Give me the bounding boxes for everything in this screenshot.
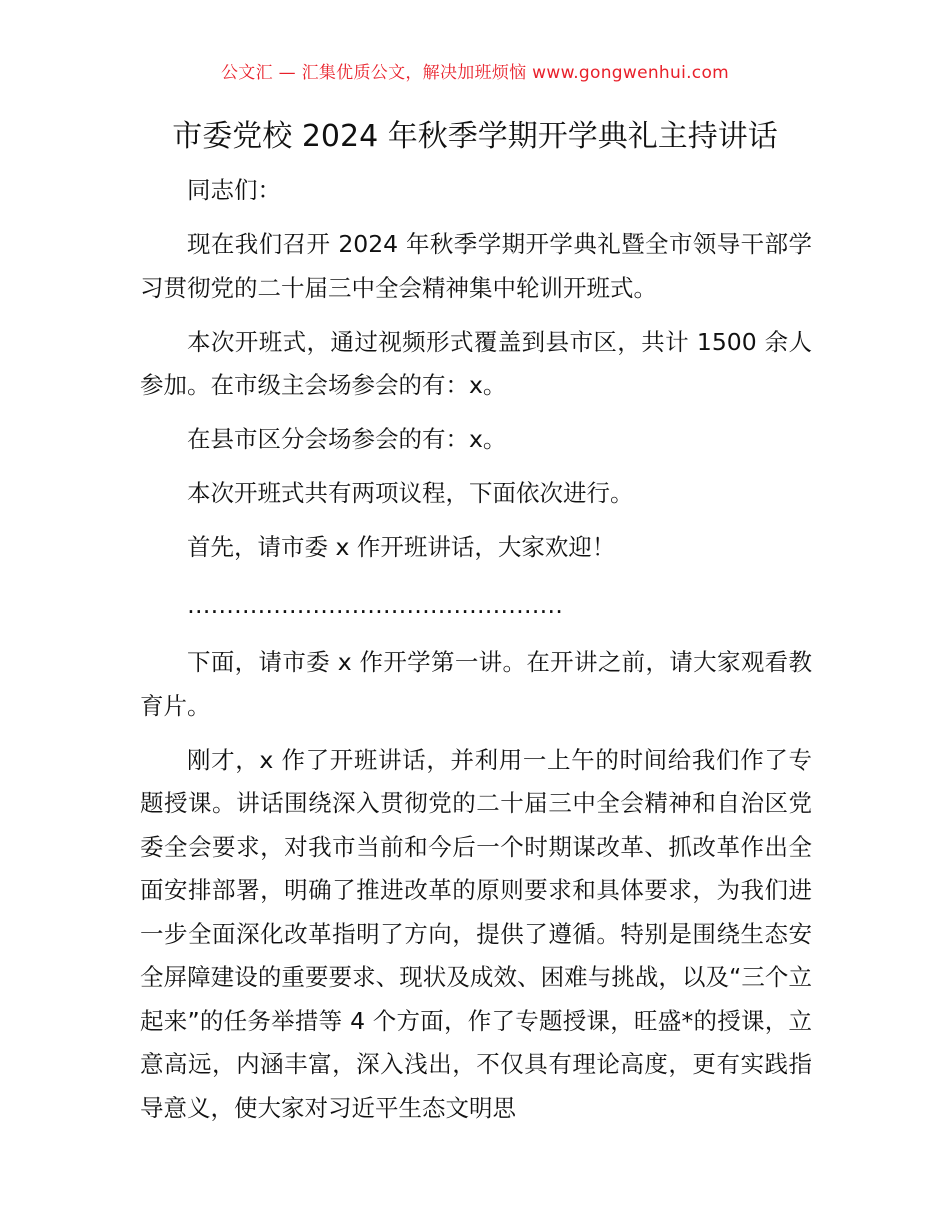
paragraph-opening: 现在我们召开 2024 年秋季学期开学典礼暨全市领导干部学习贯彻党的二十届三中全会精神集中轮训开班式。 xyxy=(140,230,812,302)
paragraph-salutation: 同志们： xyxy=(187,176,281,204)
paragraph-attendance: 本次开班式，通过视频形式覆盖到县市区，共计 1500 余人参加。在市级主会场参会的有：x。 xyxy=(140,327,812,399)
paragraph-first-lecture: 下面，请市委 x 作开学第一讲。在开讲之前，请大家观看教育片。 xyxy=(140,648,812,720)
paragraph-first-speech: 首先，请市委 x 作开班讲话，大家欢迎！ xyxy=(187,533,616,561)
ellipsis-separator: ………………………………………… xyxy=(187,590,563,619)
document-title: 市委党校 2024 年秋季学期开学典礼主持讲话 xyxy=(172,119,778,154)
document-body xyxy=(140,169,812,1141)
header-banner: 公文汇 — 汇集优质公文，解决加班烦恼 www.gongwenhui.com xyxy=(220,63,730,83)
paragraph-summary: 刚才，x 作了开班讲话，并利用一上午的时间给我们作了专题授课。讲话围绕深入贯彻党的二十届三中全会精神和自治区党委全会要求，对我市当前和今后一个时期谋改革、抓改革作出全面安排部署，明确了推进改革的原则要求和具体要求，为我们进一步全面深化改革指明了方向，提供了遵循。特别是围绕生态安全屏障建设的重要要求、现状及成效、困难与挑战，以及“三个立起来”的任务举措等 4 个方面，作了专题授课，旺盛*的授课，立意高远，内涵丰富，深入浅出，不仅具有理论高度，更有实践指导意义，使大家对习近平生态文明思 xyxy=(140,745,812,1122)
paragraph-branch-venues: 在县市区分会场参会的有：x。 xyxy=(187,425,507,453)
paragraph-agenda: 本次开班式共有两项议程，下面依次进行。 xyxy=(187,479,634,507)
